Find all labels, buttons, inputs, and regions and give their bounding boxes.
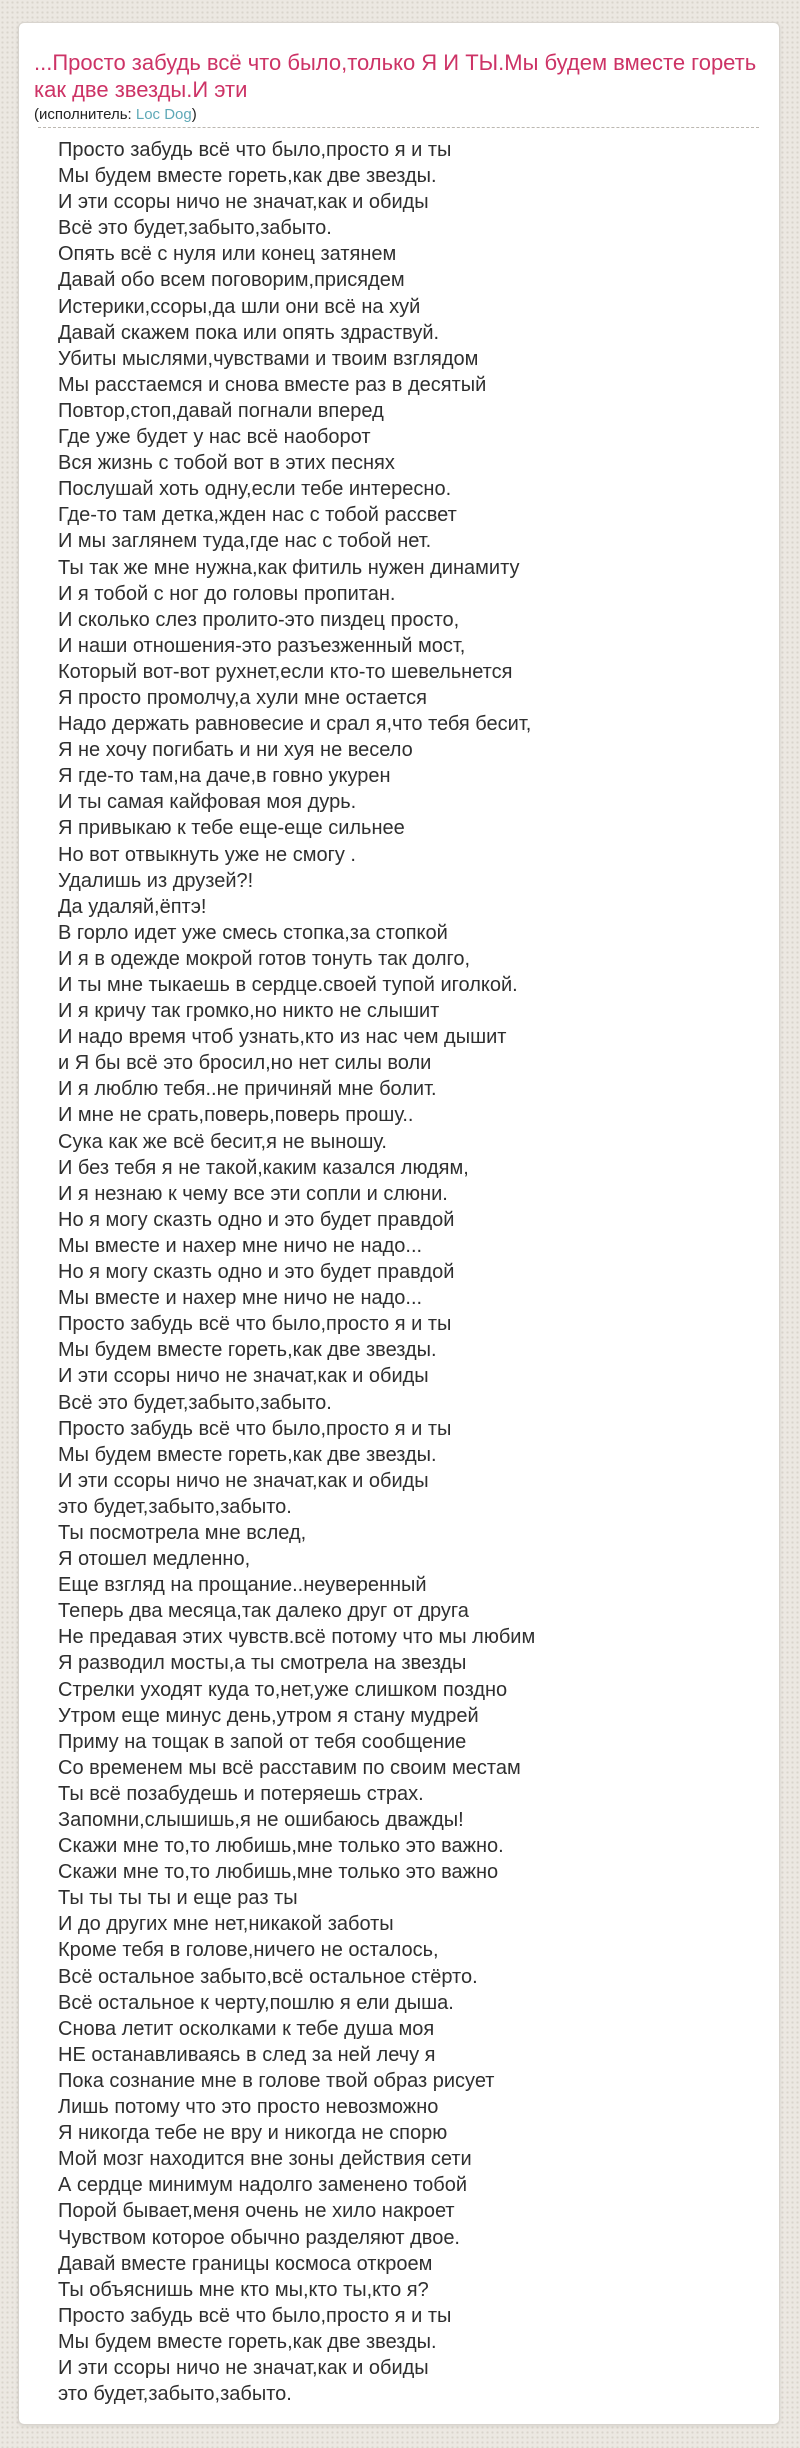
lyric-line: Но я могу сказть одно и это будет правдой [58,1261,455,1284]
lyric-line: Опять всё с нуля или конец затянем [58,243,397,266]
lyric-line: И эти ссоры ничо не значат,как и обиды [58,1365,429,1388]
lyric-line: Я отошел медленно, [58,1548,251,1571]
lyric-line: И ты мне тыкаешь в сердце.своей тупой иголкой. [58,974,518,996]
lyric-line: И наши отношения-это разъезженный мост, [58,634,466,657]
lyric-line: это будет,забыто,забыто. [58,1495,292,1518]
lyric-line: Я не хочу погибать и ни хуя не весело [58,739,413,762]
lyric-line: И я незнаю к чему все эти сопли и слюни. [58,1182,448,1205]
artist-link[interactable]: Loc Dog [135,106,192,123]
lyric-line: Но вот отвыкнуть уже не смогу . [58,843,356,866]
lyric-line: И я тобой с ног до головы пропитан. [58,582,396,605]
dashed-separator [38,127,759,128]
lyric-line: Стрелки уходят куда то,нет,уже слишком поздно [58,1678,508,1701]
lyric-line: Мы расстаемся и снова вместе раз в десятый [58,373,487,396]
artist-label-suffix: ) [191,106,197,123]
lyric-line: Снова летит осколками к тебе душа моя [58,2017,435,2040]
lyric-line: И мне не срать,поверь,поверь прошу.. [58,1104,414,1127]
lyric-line: Убиты мыслями,чувствами и твоим взглядом [58,347,479,370]
artist-label-prefix: (исполнитель: [34,106,136,123]
lyric-line: НЕ останавливаясь в след за ней лечу я [58,2043,436,2066]
lyric-line: Вся жизнь с тобой вот в этих песнях [58,452,395,475]
lyric-line: Кроме тебя в голове,ничего не осталось, [58,1939,439,1962]
lyric-line: Всё остальное к черту,пошлю я ели дыша. [58,1991,454,2014]
lyric-line: Мы вместе и нахер мне ничо не надо... [58,1234,423,1257]
lyric-line: Порой бывает,меня очень не хило накроет [58,2200,455,2223]
lyric-line: Просто забудь всё что было,просто я и ты [58,2304,452,2327]
lyric-line: Я просто промолчу,а хули мне остается [58,686,427,709]
lyric-line: Мы будем вместе гореть,как две звезды. [58,1443,437,1466]
artist-line [34,106,779,123]
lyric-line: Но я могу сказть одно и это будет правдой [58,1208,455,1231]
lyric-line: И надо время чтоб узнать,кто из нас чем дышит [58,1026,507,1049]
lyric-line: Запомни,слышишь,я не ошибаюсь дважды! [58,1809,464,1831]
lyric-line: Надо держать равновесие и срал я,что тебя бесит, [58,713,532,736]
lyric-line: И эти ссоры ничо не значат,как и обиды [58,2356,429,2379]
lyric-line: Еще взгляд на прощание..неуверенный [58,1574,427,1597]
lyric-line: Я где-то там,на даче,в говно укурен [58,765,391,788]
lyric-line: Скажи мне то,то любишь,мне только это важно [58,1861,499,1884]
lyric-line: Просто забудь всё что было,просто я и ты [58,139,452,161]
lyric-line: И до других мне нет,никакой заботы [58,1913,394,1936]
lyric-line: и Я бы всё это бросил,но нет силы воли [58,1052,432,1075]
lyric-line: Ты ты ты ты и еще раз ты [58,1887,298,1910]
lyric-line: Мой мозг находится вне зоны действия сети [58,2148,472,2171]
lyric-line: Давай вместе границы космоса откроем [58,2252,433,2275]
lyric-line: И мы заглянем туда,где нас с тобой нет. [58,530,432,553]
lyric-line: Истерики,ссоры,да шли они всё на хуй [58,295,421,318]
lyrics-card [18,22,780,2425]
lyric-line: Я разводил мосты,а ты смотрела на звезды [58,1652,467,1675]
song-title: ...Просто забудь всё что было,только Я И ТЫ.Мы будем вместе гореть как две звезды.И эти [34,50,757,102]
lyric-line: В горло идет уже смесь стопка,за стопкой [58,921,448,944]
lyric-line: Пока сознание мне в голове твой образ рисует [58,2069,495,2092]
lyric-line: Просто забудь всё что было,просто я и ты [58,1417,452,1440]
lyric-line: Мы вместе и нахер мне ничо не надо... [58,1287,423,1310]
lyric-line: Ты посмотрела мне вслед, [58,1521,307,1544]
lyric-line: Скажи мне то,то любишь,мне только это важно. [58,1835,504,1858]
lyric-line: И без тебя я не такой,каким казался людям, [58,1156,469,1179]
lyric-line: Лишь потому что это просто невозможно [58,2096,439,2119]
lyric-line: И я люблю тебя..не причиняй мне болит. [58,1078,437,1101]
lyric-line: Давай обо всем поговорим,присядем [58,269,405,292]
lyric-line: Со временем мы всё расставим по своим местам [58,1756,521,1779]
lyric-line: Всё это будет,забыто,забыто. [58,1391,332,1414]
lyric-line: Чувством которое обычно разделяют двое. [58,2226,460,2249]
lyric-line: И я кричу так громко,но никто не слышит [58,1000,440,1023]
lyric-line: Сука как же всё бесит,я не выношу. [58,1130,387,1153]
lyric-line: Приму на тощак в запой от тебя сообщение [58,1730,467,1753]
lyric-line: И ты самая кайфовая моя дурь. [58,791,357,814]
lyric-line: Мы будем вместе гореть,как две звезды. [58,1339,437,1362]
lyric-line: это будет,забыто,забыто. [58,2383,292,2406]
lyric-line: Да удаляй,ёптэ! [58,895,207,918]
lyric-line: Всё это будет,забыто,забыто. [58,217,332,240]
lyric-line: Я никогда тебе не вру и никогда не спорю [58,2122,448,2145]
lyric-line: И я в одежде мокрой готов тонуть так долго, [58,947,471,970]
lyric-line: Просто забудь всё что было,просто я и ты [58,1313,452,1336]
lyric-line: И сколько слез пролито-это пиздец просто, [58,608,460,631]
lyric-line: Где-то там детка,жден нас с тобой рассвет [58,504,457,527]
lyric-line: Утром еще минус день,утром я стану мудрей [58,1704,479,1727]
lyric-line: Я привыкаю к тебе еще-еще сильнее [58,817,405,840]
lyric-line: Давай скажем пока или опять здраствуй. [58,321,440,344]
lyric-line: Послушай хоть одну,если тебе интересно. [58,478,452,501]
lyric-line: А сердце минимум надолго заменено тобой [58,2174,468,2197]
lyric-line: Ты так же мне нужна,как фитиль нужен динамиту [58,556,520,579]
lyric-line: Повтор,стоп,давай погнали вперед [58,399,384,422]
lyric-line: Мы будем вместе гореть,как две звезды. [58,2330,437,2353]
lyric-line: Который вот-вот рухнет,если кто-то шевельнется [58,660,513,683]
lyrics-text [58,137,779,2407]
lyric-line: Всё остальное забыто,всё остальное стёрто. [58,1965,478,1988]
lyric-line: Где уже будет у нас всё наоборот [58,426,371,449]
lyric-line: Не предавая этих чувств.всё потому что мы любим [58,1626,536,1649]
lyric-line: Удалишь из друзей?! [58,869,254,892]
lyric-line: И эти ссоры ничо не значат,как и обиды [58,1469,429,1492]
lyric-line: Теперь два месяца,так далеко друг от друга [58,1600,469,1623]
lyric-line: Ты всё позабудешь и потеряешь страх. [58,1782,424,1805]
lyric-line: И эти ссоры ничо не значат,как и обиды [58,191,429,214]
lyric-line: Ты объяснишь мне кто мы,кто ты,кто я? [58,2278,429,2301]
lyric-line: Мы будем вместе гореть,как две звезды. [58,165,437,188]
